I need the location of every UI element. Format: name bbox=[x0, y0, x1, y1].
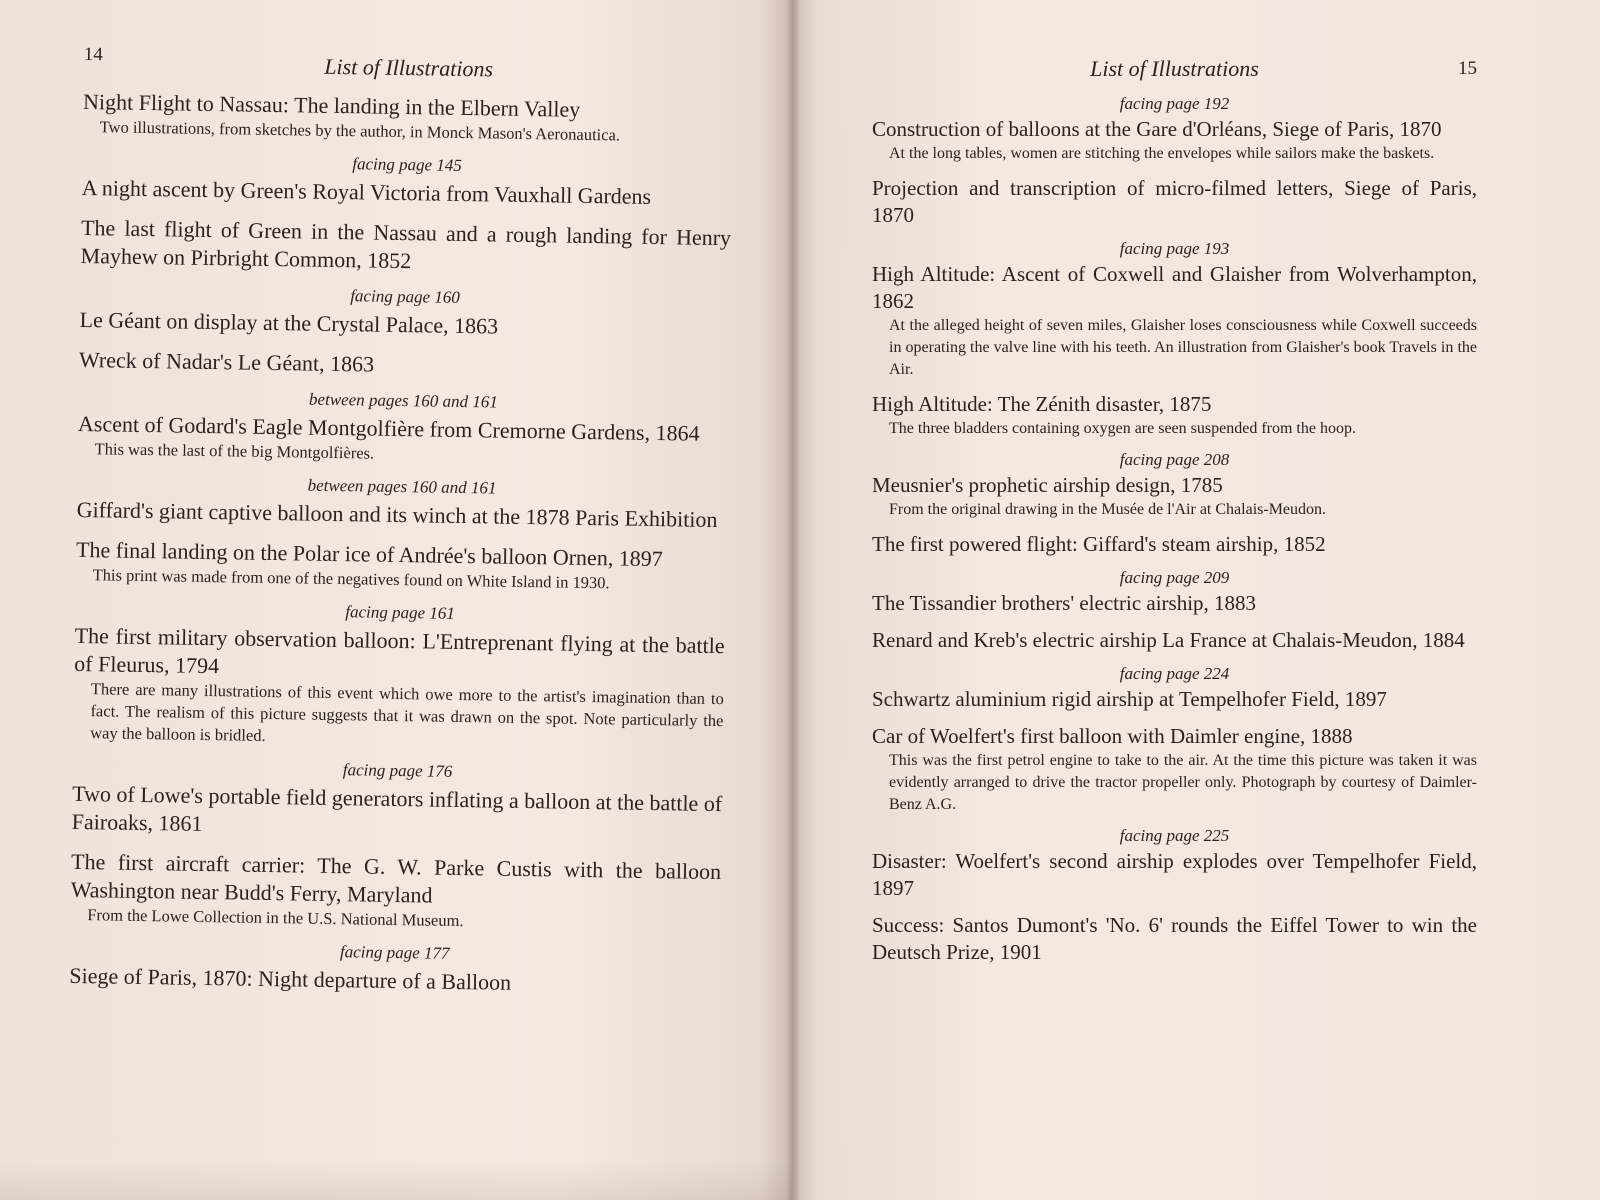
page-reference: facing page 176 bbox=[342, 760, 453, 781]
illustration-entry bbox=[872, 723, 1477, 816]
illustration-title: Construction of balloons at the Gare d'Orléans, Siege of Paris, 1870 bbox=[872, 117, 1442, 141]
page-reference: facing page 160 bbox=[350, 286, 460, 307]
illustration-title: The Tissandier brothers' electric airship, 1883 bbox=[872, 591, 1257, 615]
illustration-title: Renard and Kreb's electric airship La France at Chalais-Meudon, 1884 bbox=[872, 628, 1465, 652]
illustration-title: Giffard's giant captive balloon and its winch at the 1878 Paris Exhibition bbox=[76, 496, 718, 533]
illustration-entry bbox=[872, 848, 1477, 902]
illustration-title: The last flight of Green in the Nassau and a rough landing for Henry Mayhew on Pirbright Common, 1852 bbox=[80, 214, 732, 274]
page-reference: facing page 177 bbox=[339, 942, 450, 963]
illustration-entry bbox=[75, 536, 726, 596]
left-page-number: 14 bbox=[83, 44, 103, 66]
right-page-number: 15 bbox=[1458, 58, 1477, 79]
illustration-title: The first powered flight: Giffard's steam airship, 1852 bbox=[872, 532, 1326, 556]
book-gutter bbox=[786, 0, 800, 1200]
illustration-description: This print was made from one of the negatives found on White Island in 1930. bbox=[92, 565, 610, 593]
page-reference: between pages 160 and 161 bbox=[307, 475, 497, 498]
illustration-description: Two illustrations, from sketches by the author, in Monck Mason's Aeronautica. bbox=[99, 117, 621, 145]
left-illustration-list bbox=[69, 88, 733, 1000]
illustration-title: Two of Lowe's portable field generators inflating a balloon at the battle of Fairoaks, 1861 bbox=[71, 780, 723, 836]
illustration-entry bbox=[73, 622, 725, 754]
illustration-entry bbox=[872, 391, 1477, 440]
illustration-title: The final landing on the Polar ice of Andrée's balloon Ornen, 1897 bbox=[75, 536, 664, 572]
illustration-entry bbox=[69, 962, 719, 1000]
illustration-description: The three bladders containing oxygen are seen suspended from the hoop. bbox=[889, 420, 1356, 437]
illustration-entry bbox=[76, 496, 726, 534]
illustration-description: This was the first petrol engine to take to the air. At the time this picture was taken it was evidently arranged to drive the tractor propeller only. Photograph by courtesy of Daimler-Benz A.G. bbox=[889, 752, 1477, 813]
illustration-entry bbox=[872, 531, 1477, 558]
illustration-entry bbox=[80, 214, 731, 280]
illustration-entry bbox=[872, 261, 1477, 381]
right-page-content bbox=[872, 50, 1477, 976]
left-page-content bbox=[69, 44, 734, 1012]
illustration-entry bbox=[872, 912, 1477, 966]
right-running-head: List of Illustrations bbox=[1090, 56, 1259, 81]
illustration-title: The first aircraft carrier: The G. W. Parke Custis with the balloon Washington near Budd's Ferry, Maryland bbox=[70, 848, 722, 908]
illustration-entry bbox=[82, 174, 732, 212]
page-reference: between pages 160 and 161 bbox=[308, 389, 498, 412]
illustration-entry bbox=[72, 780, 723, 846]
illustration-entry bbox=[872, 590, 1477, 617]
page-reference: facing page 193 bbox=[1119, 239, 1230, 258]
page-reference: facing page 208 bbox=[1119, 450, 1230, 469]
illustration-title: High Altitude: The Zénith disaster, 1875 bbox=[872, 392, 1212, 416]
illustration-entry bbox=[77, 410, 728, 470]
illustration-title: Night Flight to Nassau: The landing in the Elbern Valley bbox=[82, 88, 581, 122]
illustration-title: The first military observation balloon: L'Entreprenant flying at the battle of Fleurus, 1794 bbox=[74, 622, 725, 679]
illustration-description: At the alleged height of seven miles, Glaisher loses consciousness while Coxwell succeeds in operating the valve line with his teeth. An illustration from Glaisher's book Travels in the Air. bbox=[889, 317, 1477, 378]
illustration-title: High Altitude: Ascent of Coxwell and Glaisher from Wolverhampton, 1862 bbox=[872, 262, 1477, 313]
illustration-title: Ascent of Godard's Eagle Montgolfière from Cremorne Gardens, 1864 bbox=[77, 410, 700, 446]
illustration-title: Meusnier's prophetic airship design, 1785 bbox=[872, 473, 1223, 497]
illustration-description: This was the last of the big Montgolfières. bbox=[94, 439, 375, 463]
illustration-title: Projection and transcription of micro-filmed letters, Siege of Paris, 1870 bbox=[872, 176, 1477, 227]
illustration-title: Schwartz aluminium rigid airship at Tempelhofer Field, 1897 bbox=[872, 687, 1387, 711]
illustration-entry bbox=[83, 88, 734, 148]
illustration-title: Car of Woelfert's first balloon with Daimler engine, 1888 bbox=[872, 724, 1353, 748]
illustration-title: Le Géant on display at the Crystal Palace, 1863 bbox=[79, 306, 499, 339]
page-reference: facing page 145 bbox=[352, 154, 463, 175]
illustration-title: Wreck of Nadar's Le Géant, 1863 bbox=[78, 346, 375, 377]
illustration-entry bbox=[79, 306, 729, 344]
illustration-entry bbox=[872, 472, 1477, 521]
illustration-description: From the original drawing in the Musée de l'Air at Chalais-Meudon. bbox=[889, 501, 1327, 518]
illustration-title: Success: Santos Dumont's 'No. 6' rounds the Eiffel Tower to win the Deutsch Prize, 1901 bbox=[872, 913, 1477, 964]
page-reference: facing page 224 bbox=[1119, 664, 1230, 683]
illustration-description: At the long tables, women are stitching the envelopes while sailors make the baskets. bbox=[889, 145, 1435, 162]
page-shadow bbox=[0, 1160, 792, 1200]
illustration-entry bbox=[70, 848, 721, 936]
right-illustration-list bbox=[872, 94, 1477, 966]
illustration-title: Siege of Paris, 1870: Night departure of a Balloon bbox=[69, 962, 512, 995]
page-reference: facing page 192 bbox=[1119, 94, 1230, 113]
illustration-title: A night ascent by Green's Royal Victoria from Vauxhall Gardens bbox=[81, 174, 652, 209]
illustration-description: From the Lowe Collection in the U.S. National Museum. bbox=[87, 905, 464, 931]
right-running-header bbox=[872, 50, 1477, 90]
page-reference: facing page 209 bbox=[1119, 568, 1230, 587]
illustration-entry bbox=[872, 116, 1477, 165]
illustration-entry bbox=[872, 686, 1477, 713]
illustration-entry bbox=[872, 175, 1477, 229]
left-running-head: List of Illustrations bbox=[324, 53, 494, 82]
page-reference: facing page 225 bbox=[1119, 826, 1230, 845]
page-reference: facing page 161 bbox=[345, 602, 456, 623]
illustration-title: Disaster: Woelfert's second airship explodes over Tempelhofer Field, 1897 bbox=[872, 849, 1477, 900]
illustration-entry bbox=[79, 346, 729, 384]
illustration-description: There are many illustrations of this event which owe more to the artist's imagination than to fact. The realism of this picture suggests that it was drawn on the spot. Note particularly the way the balloon is bridled. bbox=[90, 679, 724, 745]
illustration-entry bbox=[872, 627, 1477, 654]
